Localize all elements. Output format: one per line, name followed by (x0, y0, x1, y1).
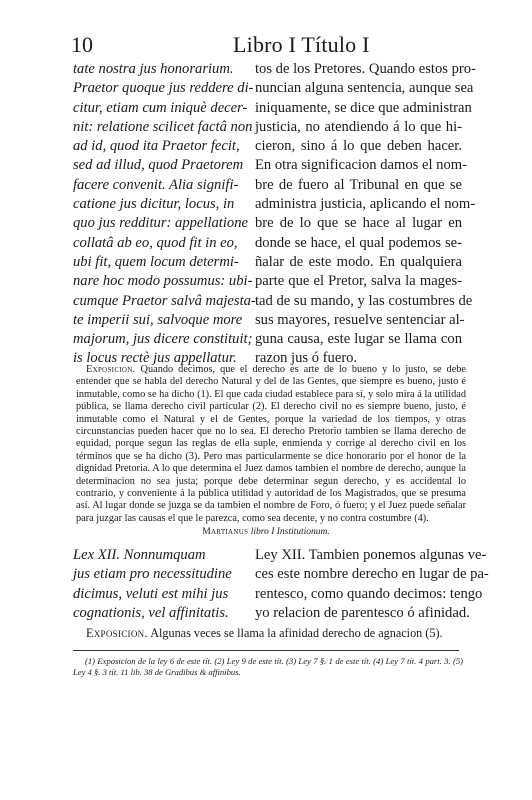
law-latin-line: cognationis, vel affinitatis. (73, 605, 229, 622)
latin-line: ad id, quod ita Praetor fecit, (73, 138, 240, 155)
latin-line: catione jus dicitur, locus, in (73, 196, 235, 213)
source-work: libro I Institutionum. (250, 527, 330, 537)
latin-line: is locus rectè jus appellatur. (73, 350, 237, 367)
spanish-line: guna causa, este lugar se llama con (255, 331, 462, 348)
latin-column (73, 60, 256, 369)
spanish-line: administra justicia, aplicando el nom- (255, 196, 476, 213)
latin-line: Praetor quoque jus reddere di- (73, 80, 254, 97)
law-spanish-line: rentesco, como quando decimos: tengo (255, 585, 483, 602)
latin-line: tate nostra jus honorarium. (73, 61, 234, 77)
latin-line: ubi fit, quem locum determi- (73, 253, 239, 270)
spanish-line: parte que el Pretor, salva la mages- (255, 273, 462, 290)
latin-line: facere convenit. Alia signifi- (73, 176, 239, 193)
latin-line: cumque Praetor salvâ majesta- (73, 292, 256, 309)
latin-line: collatâ ab eo, quod fit in eo, (73, 234, 238, 251)
running-head: Libro I Título I (233, 32, 370, 57)
page-number: 10 (71, 32, 93, 57)
law-spanish-line: yo relacion de parentesco ó afinidad. (255, 605, 470, 622)
spanish-line: donde se hace, el qual podemos se- (255, 234, 462, 251)
law-spanish-text (255, 546, 489, 624)
law-latin-line: Lex XII. Nonnumquam (73, 547, 206, 563)
commentary-paragraph (76, 364, 466, 525)
second-commentary-text: Algunas veces se llama la afinidad derecho de agnacion (5). (150, 626, 443, 640)
second-commentary (86, 626, 443, 641)
latin-line: majorum, jus dicere constituit; (73, 331, 253, 348)
source-attribution (0, 527, 532, 537)
spanish-line: cieron, sino á lo que deben hacer. (255, 138, 462, 155)
spanish-line: ñalar de este modo. En qualquiera (255, 253, 462, 270)
spanish-line: iniquamente, se dice que administran (255, 99, 472, 116)
source-author: Martianus (202, 527, 249, 537)
latin-line: quo jus redditur: appellatione (73, 215, 248, 232)
spanish-line: justicia, no atendiendo á lo que hi- (255, 118, 462, 135)
spanish-line: tad de su mando, y las costumbres de (255, 292, 473, 309)
footnotes: (1) Exposicion de la ley 6 de este tít. (2) Ley 9 de este tít. (3) Ley 7 §. 1 de este tít. (4) Ley 7 tít. 4 part. 3. (5) Ley 4 §. 3 tít. 11 lib. 38 de Gradibus & affinibus. (73, 656, 463, 677)
latin-line: nit: relatione scilicet factâ non (73, 118, 253, 135)
commentary-label: Exposicion. (86, 364, 136, 375)
second-commentary-label: Exposicion. (86, 626, 148, 640)
latin-line: nare hoc modo possumus: ubi- (73, 273, 253, 290)
spanish-line: razon jus ó fuero. (255, 350, 358, 367)
law-latin-line: jus etiam pro necessitudine (73, 566, 232, 583)
spanish-line: bre de fuero al Tribunal en que se (255, 176, 462, 193)
spanish-line: bre de lo que se hace al lugar en (255, 215, 462, 232)
spanish-line: tos de los Pretores. Quando estos pro- (255, 61, 476, 77)
law-spanish-line: Ley XII. Tambien ponemos algunas ve- (255, 547, 487, 563)
commentary-text: Quando decimos, que el derecho es arte de lo bueno y lo justo, se debe entender que se habla del derecho Natural y del de las Gentes, que siempre es bueno, justo é inmutable, como se ha dicho (1). El que cada ciudad establece para sí, y solo mira á la utilidad pública, se llama derecho civil particular (2). El derecho civil no es siempre bueno, justo, é inmutable como el Natural y el de Gentes, porque la variedad de los tiempos, y otras circunstancias pueden hacer que no lo sea. El derecho Pretorio tambien se llama derecho de equidad, porque segun las reglas de ella suple, enmienda y corrige al derecho civil en los términos que se ha dicho (3). Pero mas particularmente se dice honorario por el honor de la dignidad Pretoria. A lo que determina el Juez damos tambien el nombre de derecho, aunque la determinacion no sea justa; porque debe determinar segun derecho, y es accidental lo contrario, y conveniente á la pública utilidad y autoridad de los Magistrados, que se presuma así. Al lugar donde se juzga se da tambien el nombre de Foro, ó fuero; y el Juez puede señalar para juzgar las causas el que le parezca, como sea decente, y no contra costumbre (4). (76, 364, 466, 524)
law-latin-text (73, 546, 233, 624)
law-spanish-line: ces este nombre derecho en lugar de pa- (255, 566, 489, 583)
footnote-divider (73, 650, 459, 651)
latin-line: citur, etiam cum iniquè decer- (73, 99, 248, 116)
spanish-line: sus mayores, resuelve sentenciar al- (255, 311, 465, 328)
latin-line: te imperii sui, salvoque more (73, 311, 243, 328)
latin-line: sed ad illud, quod Praetorem (73, 157, 244, 174)
spanish-line: nuncian alguna sentencia, aunque sea (255, 80, 474, 97)
law-latin-line: dicimus, veluti est mihi jus (73, 585, 229, 602)
page-header (0, 32, 532, 58)
spanish-line: En otra significacion damos el nom- (255, 157, 467, 174)
spanish-column (255, 60, 476, 369)
